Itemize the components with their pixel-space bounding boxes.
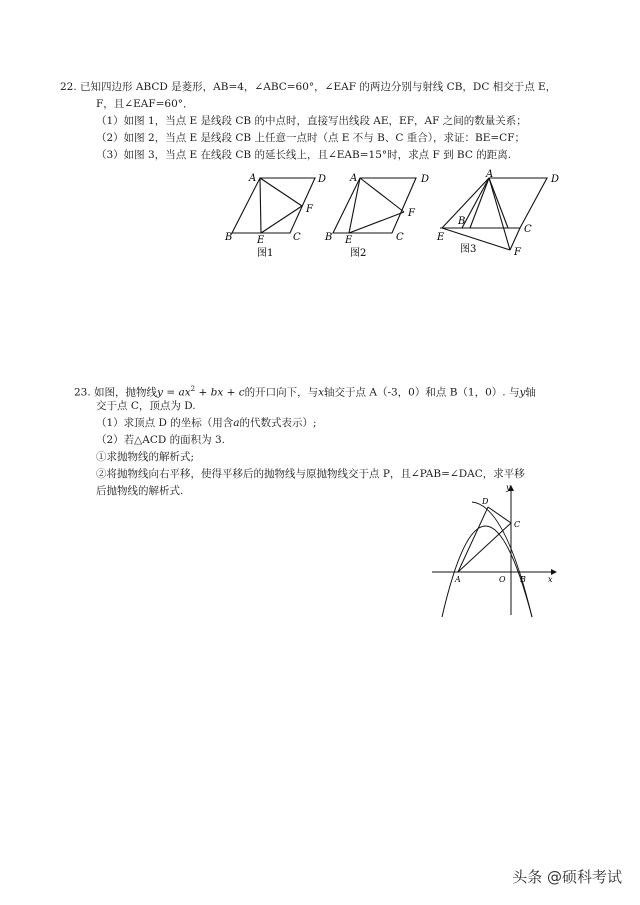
fig2-label-b: B xyxy=(325,232,333,243)
fig1-label-a: A xyxy=(249,173,257,184)
q23-part-2: （2）若△ACD 的面积为 3. xyxy=(96,434,225,446)
q22-line-2: F，且∠EAF=60°． xyxy=(96,98,194,110)
q22-part-1: （1）如图 1，当点 E 是线段 CB 的中点时，直接写出线段 AE，EF，AF 之间的数量关系； xyxy=(96,115,527,127)
q23-number: 23. xyxy=(74,386,91,399)
fig3-label-e: E xyxy=(437,232,445,243)
shifted-parabola xyxy=(472,502,532,617)
graph-label-o: O xyxy=(499,575,506,584)
fig2-label-e: E xyxy=(345,235,353,246)
q22-part-3: （3）如图 3，当点 E 在线段 CB 的延长线上，且∠EAB=15°时，求点 F 到 BC 的距离. xyxy=(96,149,512,161)
fig3-label-f: F xyxy=(514,247,521,258)
fig2-label-d: D xyxy=(421,174,430,185)
q23-part-2-sub-1: ①求抛物线的解析式; xyxy=(96,451,195,463)
graph-label-c: C xyxy=(514,520,521,529)
q23-line-1: 23. 如图，抛物线$y = ax^2$ + bx + c的开口向下，与x轴交于点 A（-3，0）和点 B（1，0）. 与y轴 xyxy=(74,385,536,399)
graph-label-d: D xyxy=(482,497,489,506)
fig3-label-c: C xyxy=(524,224,532,235)
q23-line-2: 交于点 C，顶点为 D. xyxy=(96,400,196,412)
q23-part-1: （1）求顶点 D 的坐标（用含a的代数式表示）; xyxy=(96,417,317,429)
segment-ad xyxy=(458,507,488,572)
q23-part-2-sub-2: ②将抛物线向右平移，使得平移后的抛物线与原抛物线交于点 P，且∠PAB=∠DAC，求平移 xyxy=(96,468,525,480)
graph-label-y: y xyxy=(506,483,511,492)
watermark: 头条 @硕科考试 xyxy=(512,868,622,886)
fig1-label-d: D xyxy=(318,174,327,185)
segment-ac xyxy=(458,523,511,572)
fig3-label-a: A xyxy=(486,169,494,180)
graph-label-b: B xyxy=(520,575,526,584)
fig1-label-b: B xyxy=(225,232,233,243)
fig2-label-f: F xyxy=(408,208,415,219)
q22-part-2: （2）如图 2，当点 E 是线段 CB 上任意一点时（点 E 不与 B、C 重合），求证：BE=CF； xyxy=(96,132,525,144)
graph-label-x: x xyxy=(548,575,553,584)
fig3-label-b: B xyxy=(458,216,466,227)
q23-part-2-sub-2-cont: 后抛物线的解析式. xyxy=(96,485,184,497)
fig2-label-a: A xyxy=(350,173,358,184)
fig1-label-e: E xyxy=(257,235,265,246)
fig1-caption: 图1 xyxy=(257,248,274,259)
graph-label-a: A xyxy=(455,575,461,584)
segment-dc xyxy=(488,507,511,523)
fig3-label-d: D xyxy=(551,174,560,185)
fig2-label-c: C xyxy=(396,232,404,243)
q22-line-1: 22. 已知四边形 ABCD 是菱形，AB=4，∠ABC=60°，∠EAF 的两边分别与射线 CB，DC 相交于点 E， xyxy=(60,81,557,93)
fig1-label-f: F xyxy=(306,204,313,215)
fig3-caption: 图3 xyxy=(460,244,477,255)
fig2-caption: 图2 xyxy=(350,248,367,259)
fig1-label-c: C xyxy=(293,232,301,243)
